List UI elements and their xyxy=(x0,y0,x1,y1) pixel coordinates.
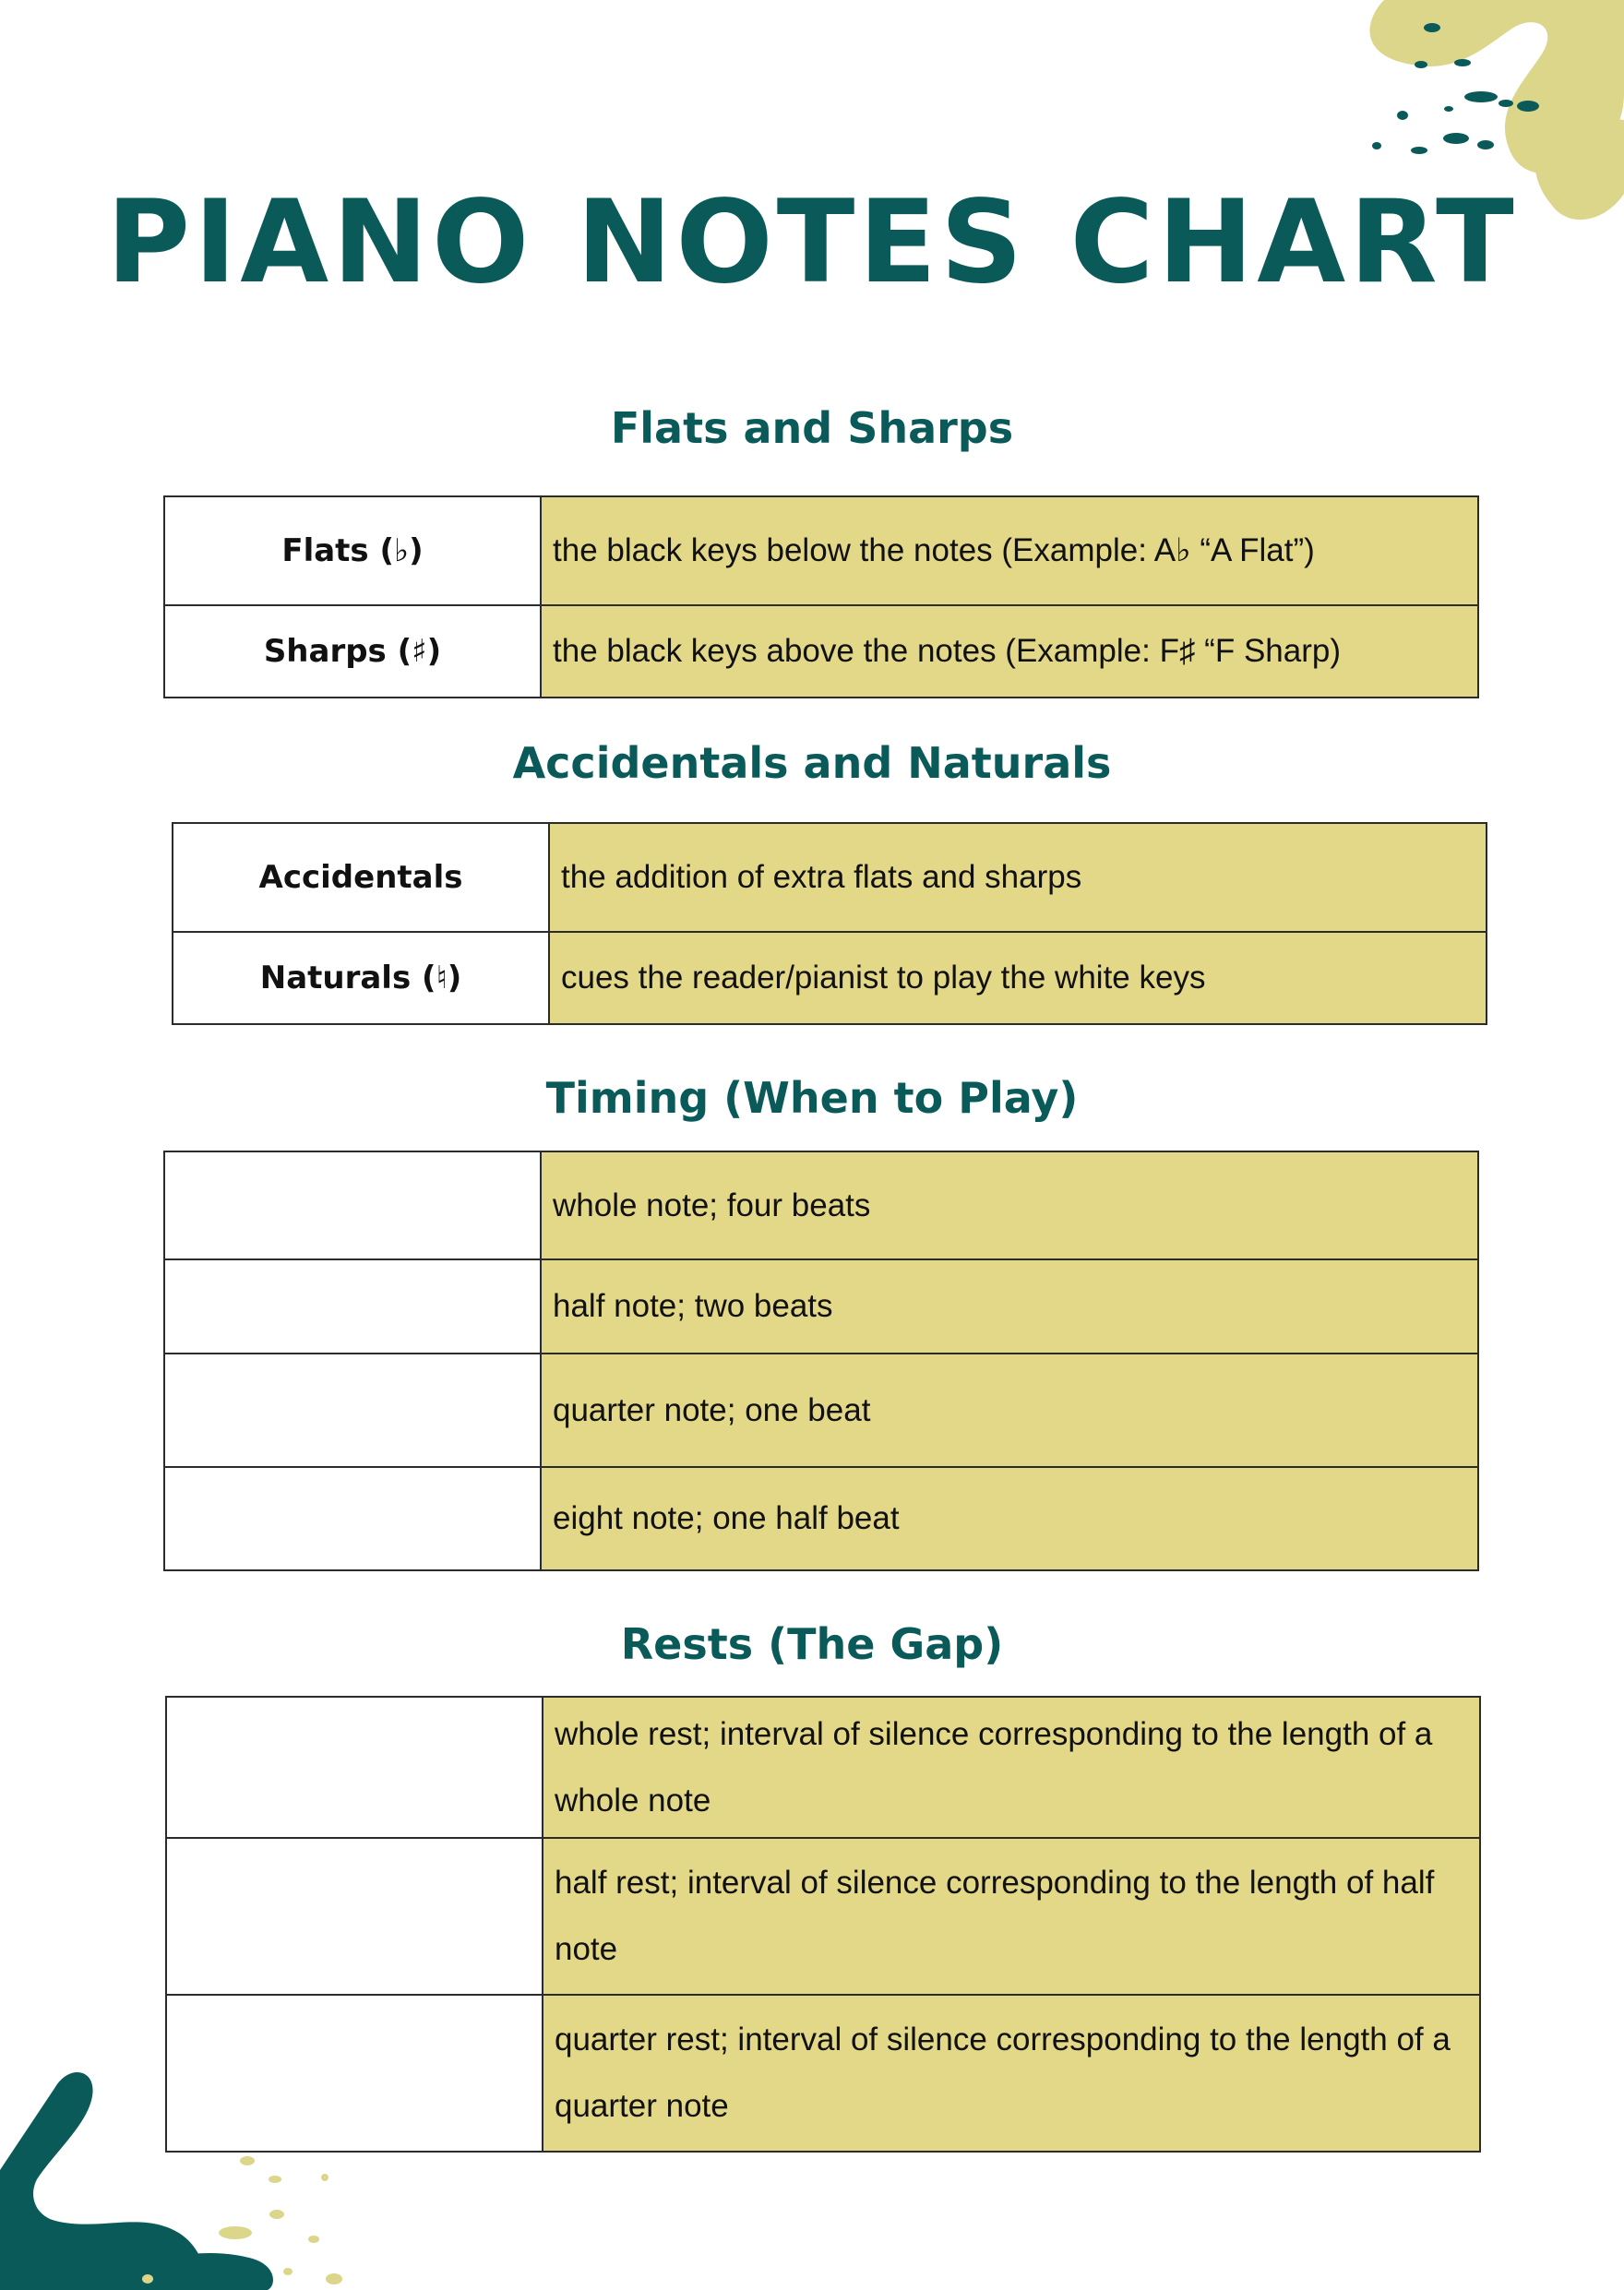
term-cell: Naturals (♮) xyxy=(173,932,549,1024)
table-row xyxy=(173,932,1487,1024)
accidentals-naturals-table xyxy=(172,822,1487,1025)
table-row xyxy=(173,823,1487,932)
table-row xyxy=(166,1995,1480,2152)
section-heading-timing: Timing (When to Play) xyxy=(545,1073,1079,1123)
note-symbol-cell xyxy=(164,1151,541,1259)
description-cell: the black keys above the notes (Example: F♯ “F Sharp) xyxy=(541,605,1478,698)
rests-table xyxy=(165,1696,1481,2153)
note-symbol-cell xyxy=(164,1467,541,1570)
description-cell: quarter note; one beat xyxy=(541,1354,1478,1467)
timing-table xyxy=(163,1151,1479,1571)
description-cell: cues the reader/pianist to play the white keys xyxy=(549,932,1487,1024)
description-cell: the addition of extra flats and sharps xyxy=(549,823,1487,932)
note-symbol-cell xyxy=(164,1354,541,1467)
table-row xyxy=(164,1151,1478,1259)
description-cell: the black keys below the notes (Example: A♭ “A Flat”) xyxy=(541,496,1478,605)
rest-symbol-cell xyxy=(166,1838,543,1995)
table-row xyxy=(166,1697,1480,1838)
rest-symbol-cell xyxy=(166,1995,543,2152)
section-heading-rests: Rests (The Gap) xyxy=(620,1619,1004,1669)
note-symbol-cell xyxy=(164,1259,541,1354)
description-cell: whole rest; interval of silence corresponding to the length of a whole note xyxy=(543,1697,1480,1838)
section-heading-accidentals-naturals: Accidentals and Naturals xyxy=(512,738,1112,788)
table-row xyxy=(164,496,1478,605)
table-row xyxy=(164,1259,1478,1354)
description-cell: eight note; one half beat xyxy=(541,1467,1478,1570)
description-cell: whole note; four beats xyxy=(541,1151,1478,1259)
section-heading-flats-sharps: Flats and Sharps xyxy=(610,403,1014,453)
term-cell: Sharps (♯) xyxy=(164,605,541,698)
table-row xyxy=(166,1838,1480,1995)
table-row xyxy=(164,1467,1478,1570)
rest-symbol-cell xyxy=(166,1697,543,1838)
flats-sharps-table xyxy=(163,495,1479,698)
description-cell: half rest; interval of silence corresponding to the length of half note xyxy=(543,1838,1480,1995)
table-row xyxy=(164,1354,1478,1467)
description-cell: half note; two beats xyxy=(541,1259,1478,1354)
page-title: PIANO NOTES CHART xyxy=(106,176,1518,309)
description-cell: quarter rest; interval of silence corresponding to the length of a quarter note xyxy=(543,1995,1480,2152)
term-cell: Accidentals xyxy=(173,823,549,932)
table-row xyxy=(164,605,1478,698)
term-cell: Flats (♭) xyxy=(164,496,541,605)
